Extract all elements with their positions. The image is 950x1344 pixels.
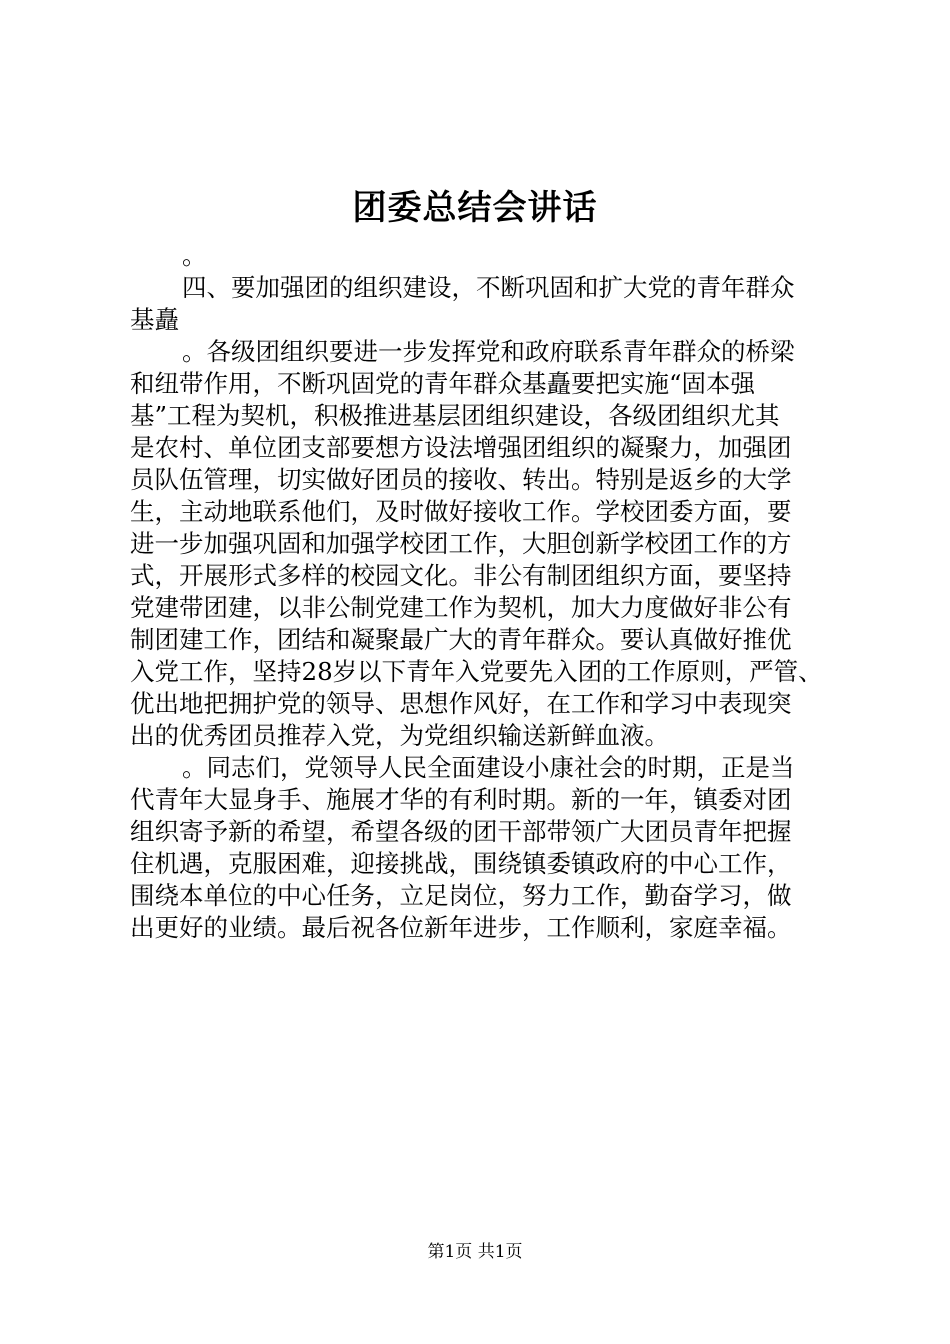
text-line: 基矗: [130, 305, 179, 334]
page-footer: 第1页 共1页: [427, 1242, 523, 1262]
text-line: 生，主动地联系他们，及时做好接收工作。学校团委方面，要: [130, 497, 792, 526]
text-line: 和纽带作用，不断巩固党的青年群众基矗要把实施“固本强: [130, 369, 756, 398]
text-line: 优出地把拥护党的领导、思想作风好，在工作和学习中表现突: [130, 689, 792, 718]
text-line: 制团建工作，团结和凝聚最广大的青年群众。要认真做好推优: [130, 625, 792, 654]
text-line: 入党工作，坚持28岁以下青年入党要先入团的工作原则，严管、: [130, 657, 823, 686]
text-line: 。: [182, 241, 207, 270]
text-line: 基”工程为契机，积极推进基层团组织建设，各级团组织尤其: [130, 401, 780, 430]
text-line: 是农村、单位团支部要想方设法增强团组织的凝聚力，加强团: [130, 433, 792, 462]
text-line: 。同志们，党领导人民全面建设小康社会的时期，正是当: [182, 753, 795, 782]
document-body: [130, 240, 835, 944]
text-line: 出更好的业绩。最后祝各位新年进步，工作顺利，家庭幸福。: [130, 913, 792, 942]
text-line: 代青年大显身手、施展才华的有利时期。新的一年，镇委对团: [130, 785, 792, 814]
text-line: 。各级团组织要进一步发挥党和政府联系青年群众的桥梁: [182, 337, 795, 366]
document-title: 团委总结会讲话: [352, 188, 598, 228]
text-line: 式，开展形式多样的校园文化。非公有制团组织方面，要坚持: [130, 561, 792, 590]
text-line: 住机遇，克服困难，迎接挑战，围绕镇委镇政府的中心工作，: [130, 849, 792, 878]
text-line: 四、要加强团的组织建设，不断巩固和扩大党的青年群众: [182, 273, 795, 302]
text-line: 组织寄予新的希望，希望各级的团干部带领广大团员青年把握: [130, 817, 792, 846]
text-line: 员队伍管理，切实做好团员的接收、转出。特别是返乡的大学: [130, 465, 792, 494]
text-line: 党建带团建，以非公制党建工作为契机，加大力度做好非公有: [130, 593, 792, 622]
text-line: 围绕本单位的中心任务，立足岗位，努力工作，勤奋学习，做: [130, 881, 792, 910]
text-line: 进一步加强巩固和加强学校团工作，大胆创新学校团工作的方: [130, 529, 792, 558]
text-line: 出的优秀团员推荐入党，为党组织输送新鲜血液。: [130, 721, 669, 750]
